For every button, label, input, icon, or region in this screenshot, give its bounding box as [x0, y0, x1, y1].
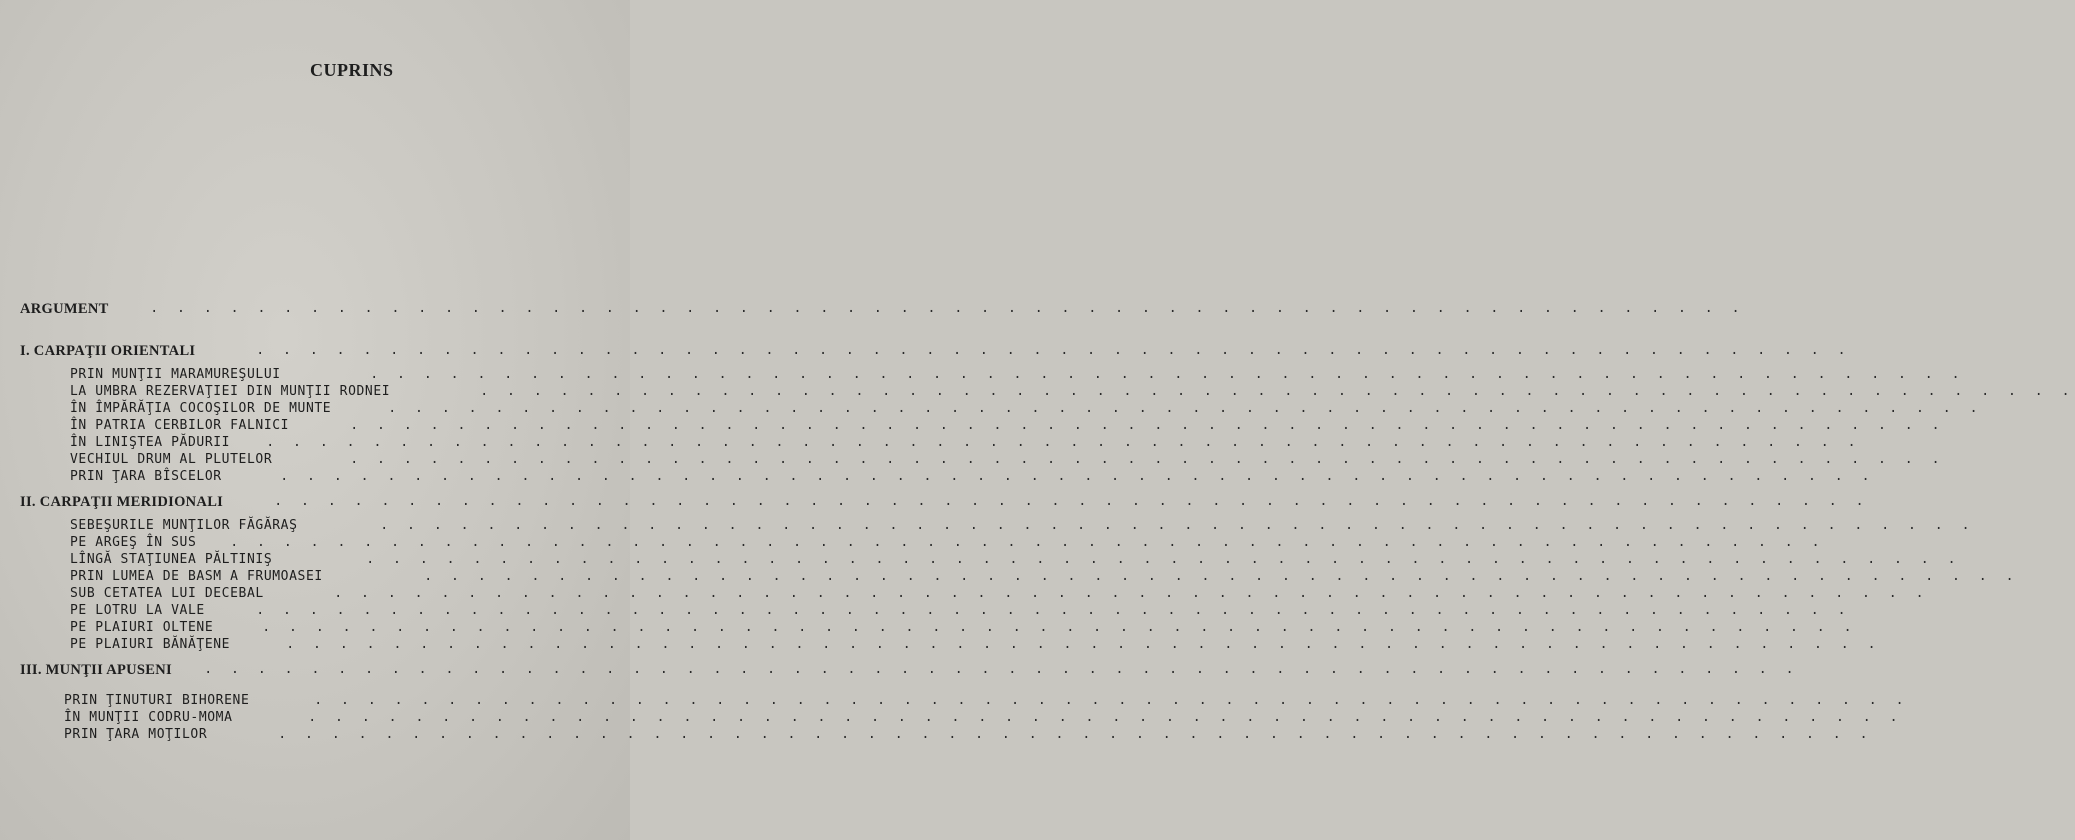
dot-leader: . . . . . . . . . . . . . . . . . . . . . . . . . . . . . . . . . . . . . . . . . . . . . . . . . . . . . . . . . . . . [308, 710, 1903, 726]
entry-title: SUB CETATEA LUI DECEBAL [70, 586, 264, 601]
entry-title: PRIN MUNŢII MARAMUREŞULUI [70, 367, 281, 382]
entry-title: PE PLAIURI BĂNĂŢENE [70, 637, 231, 652]
section-title: III. MUNŢII APUSENI [20, 662, 172, 678]
entry-title: VECHIUL DRUM AL PLUTELOR [70, 452, 273, 467]
entry-title: PRIN ŢINUTURI BIHORENE [64, 693, 250, 708]
dot-leader: . . . . . . . . . . . . . . . . . . . . . . . . . . . . . . . . . . . . . . . . . . . . . . . . . . . . . . . . . . . . [424, 569, 2019, 585]
entry-title: ÎN PATRIA CERBILOR FALNICI [70, 418, 290, 433]
page-title: CUPRINS [310, 60, 394, 80]
dot-leader: . . . . . . . . . . . . . . . . . . . . . . . . . . . . . . . . . . . . . . . . . . . . . . . . . . . . . . . . . . . . [350, 418, 1945, 434]
toc-entry [70, 569, 2019, 585]
toc-entry [64, 693, 1909, 709]
entry-title: ÎN LINIŞTEA PĂDURII [70, 435, 231, 450]
toc-entry [70, 603, 1851, 619]
toc-entry [64, 727, 1873, 743]
dot-leader: . . . . . . . . . . . . . . . . . . . . . . . . . . . . . . . . . . . . . . . . . . . . . . . . . . . . . . . . . . . . [350, 452, 1945, 468]
section-carpatii-meridionali [20, 494, 1869, 510]
dot-leader: . . . . . . . . . . . . . . . . . . . . . . . . . . . . . . . . . . . . . . . . . . . . . . . . . . . . . . . . . . . . [380, 518, 1975, 534]
toc-entry [70, 452, 1945, 468]
dot-leader: . . . . . . . . . . . . . . . . . . . . . . . . . . . . . . . . . . . . . . . . . . . . . . . . . . . . . . . . . . . . [366, 552, 1961, 568]
entry-title: PE PLAIURI OLTENE [70, 620, 214, 635]
toc-entry [70, 401, 1983, 417]
dot-leader: . . . . . . . . . . . . . . . . . . . . . . . . . . . . . . . . . . . . . . . . . . . . . . . . . . . . . . . . . . . . [480, 384, 2075, 400]
dot-leader: . . . . . . . . . . . . . . . . . . . . . . . . . . . . . . . . . . . . . . . . . . . . . . . . . . . . . . . . . . . . [334, 586, 1929, 602]
dot-leader: . . . . . . . . . . . . . . . . . . . . . . . . . . . . . . . . . . . . . . . . . . . . . . . . . . . . . . . . . . . . [370, 367, 1965, 383]
dot-leader: . . . . . . . . . . . . . . . . . . . . . . . . . . . . . . . . . . . . . . . . . . . . . . . . . . . . . . . . . . . . [230, 535, 1825, 551]
toc-entry [70, 518, 1975, 534]
entry-title: ÎN MUNŢII CODRU-MOMA [64, 710, 233, 725]
dot-leader: . . . . . . . . . . . . . . . . . . . . . . . . . . . . . . . . . . . . . . . . . . . . . . . . . . . . . . . . . . . . [388, 401, 1983, 417]
entry-title: ÎN ÎMPĂRĂŢIA COCOŞILOR DE MUNTE [70, 401, 332, 416]
dot-leader: . . . . . . . . . . . . . . . . . . . . . . . . . . . . . . . . . . . . . . . . . . . . . . . . . . . . . . . . . . . . [274, 494, 1869, 510]
dot-leader: . . . . . . . . . . . . . . . . . . . . . . . . . . . . . . . . . . . . . . . . . . . . . . . . . . . . . . . . . . . . [286, 637, 1881, 653]
dot-leader: . . . . . . . . . . . . . . . . . . . . . . . . . . . . . . . . . . . . . . . . . . . . . . . . . . . . . . . . . . . . [280, 469, 1875, 485]
toc-entry [70, 384, 2075, 400]
section-title: II. CARPAŢII MERIDIONALI [20, 494, 224, 510]
toc-entry [70, 620, 1857, 636]
section-title: I. CARPAŢII ORIENTALI [20, 343, 196, 359]
toc-entry [64, 710, 1903, 726]
toc-entry [70, 435, 1861, 451]
toc-entry [70, 552, 1961, 568]
dot-leader: . . . . . . . . . . . . . . . . . . . . . . . . . . . . . . . . . . . . . . . . . . . . . . . . . . . . . . . . . . . . [262, 620, 1857, 636]
toc-entry [70, 418, 1945, 434]
section-argument [20, 301, 1745, 317]
toc-entry [70, 535, 1825, 551]
toc-entry [70, 367, 1965, 383]
entry-title: PRIN LUMEA DE BASM A FRUMOASEI [70, 569, 323, 584]
entry-title: PRIN ŢARA BÎSCELOR [70, 469, 222, 484]
entry-title: LÎNGĂ STAŢIUNEA PĂLTINIŞ [70, 552, 273, 567]
dot-leader: . . . . . . . . . . . . . . . . . . . . . . . . . . . . . . . . . . . . . . . . . . . . . . . . . . . . . . . . . . . . [256, 603, 1851, 619]
entry-title: LA UMBRA REZERVAŢIEI DIN MUNŢII RODNEI [70, 384, 391, 399]
dot-leader: . . . . . . . . . . . . . . . . . . . . . . . . . . . . . . . . . . . . . . . . . . . . . . . . . . . . . . . . . . . . [204, 662, 1799, 678]
dot-leader: . . . . . . . . . . . . . . . . . . . . . . . . . . . . . . . . . . . . . . . . . . . . . . . . . . . . . . . . . . . . [278, 727, 1873, 743]
dot-leader: . . . . . . . . . . . . . . . . . . . . . . . . . . . . . . . . . . . . . . . . . . . . . . . . . . . . . . . . . . . . [314, 693, 1909, 709]
entry-title: SEBEŞURILE MUNŢILOR FĂGĂRAŞ [70, 518, 298, 533]
toc-entry [70, 469, 1875, 485]
dot-leader: . . . . . . . . . . . . . . . . . . . . . . . . . . . . . . . . . . . . . . . . . . . . . . . . . . . . . . . . . . . . [266, 435, 1861, 451]
toc-entry [70, 586, 1929, 602]
section-muntii-apuseni [20, 662, 1799, 678]
section-title: ARGUMENT [20, 301, 109, 317]
toc-entry [70, 637, 1881, 653]
dot-leader: . . . . . . . . . . . . . . . . . . . . . . . . . . . . . . . . . . . . . . . . . . . . . . . . . . . . . . . . . . . . [150, 301, 1745, 317]
dot-leader: . . . . . . . . . . . . . . . . . . . . . . . . . . . . . . . . . . . . . . . . . . . . . . . . . . . . . . . . . . . . [256, 343, 1851, 359]
entry-title: PE ARGEŞ ÎN SUS [70, 535, 197, 550]
entry-title: PRIN ŢARA MOŢILOR [64, 727, 208, 742]
entry-title: PE LOTRU LA VALE [70, 603, 205, 618]
section-carpatii-orientali [20, 343, 1851, 359]
